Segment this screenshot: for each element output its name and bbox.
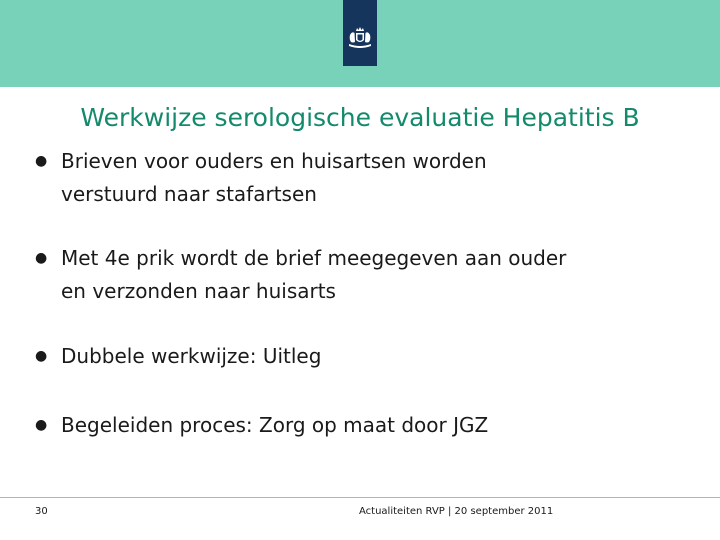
bullet-icon: ● xyxy=(35,153,48,169)
bullet-item xyxy=(35,242,695,308)
bullet-item xyxy=(35,340,695,373)
footer-text: Actualiteiten RVP | 20 september 2011 xyxy=(359,506,554,517)
slide-title: Werkwijze serologische evaluatie Hepatitis B xyxy=(80,103,640,132)
bullet-text-line: Met 4e prik wordt de brief meegegeven aan ouder xyxy=(61,246,567,270)
bullet-text-line: en verzonden naar huisarts xyxy=(61,279,336,303)
bullet-icon: ● xyxy=(35,348,48,364)
footer xyxy=(0,498,720,540)
bullet-item xyxy=(35,409,695,442)
bullet-text-line: verstuurd naar stafartsen xyxy=(61,182,317,206)
page-number: 30 xyxy=(35,506,48,517)
bullet-text-line: Begeleiden proces: Zorg op maat door JGZ xyxy=(61,413,489,437)
bullet-item xyxy=(35,145,695,211)
bullet-icon: ● xyxy=(35,250,48,266)
bullet-text-line: Brieven voor ouders en huisartsen worden xyxy=(61,149,487,173)
bullet-icon: ● xyxy=(35,417,48,433)
bullet-text-line: Dubbele werkwijze: Uitleg xyxy=(61,344,322,368)
